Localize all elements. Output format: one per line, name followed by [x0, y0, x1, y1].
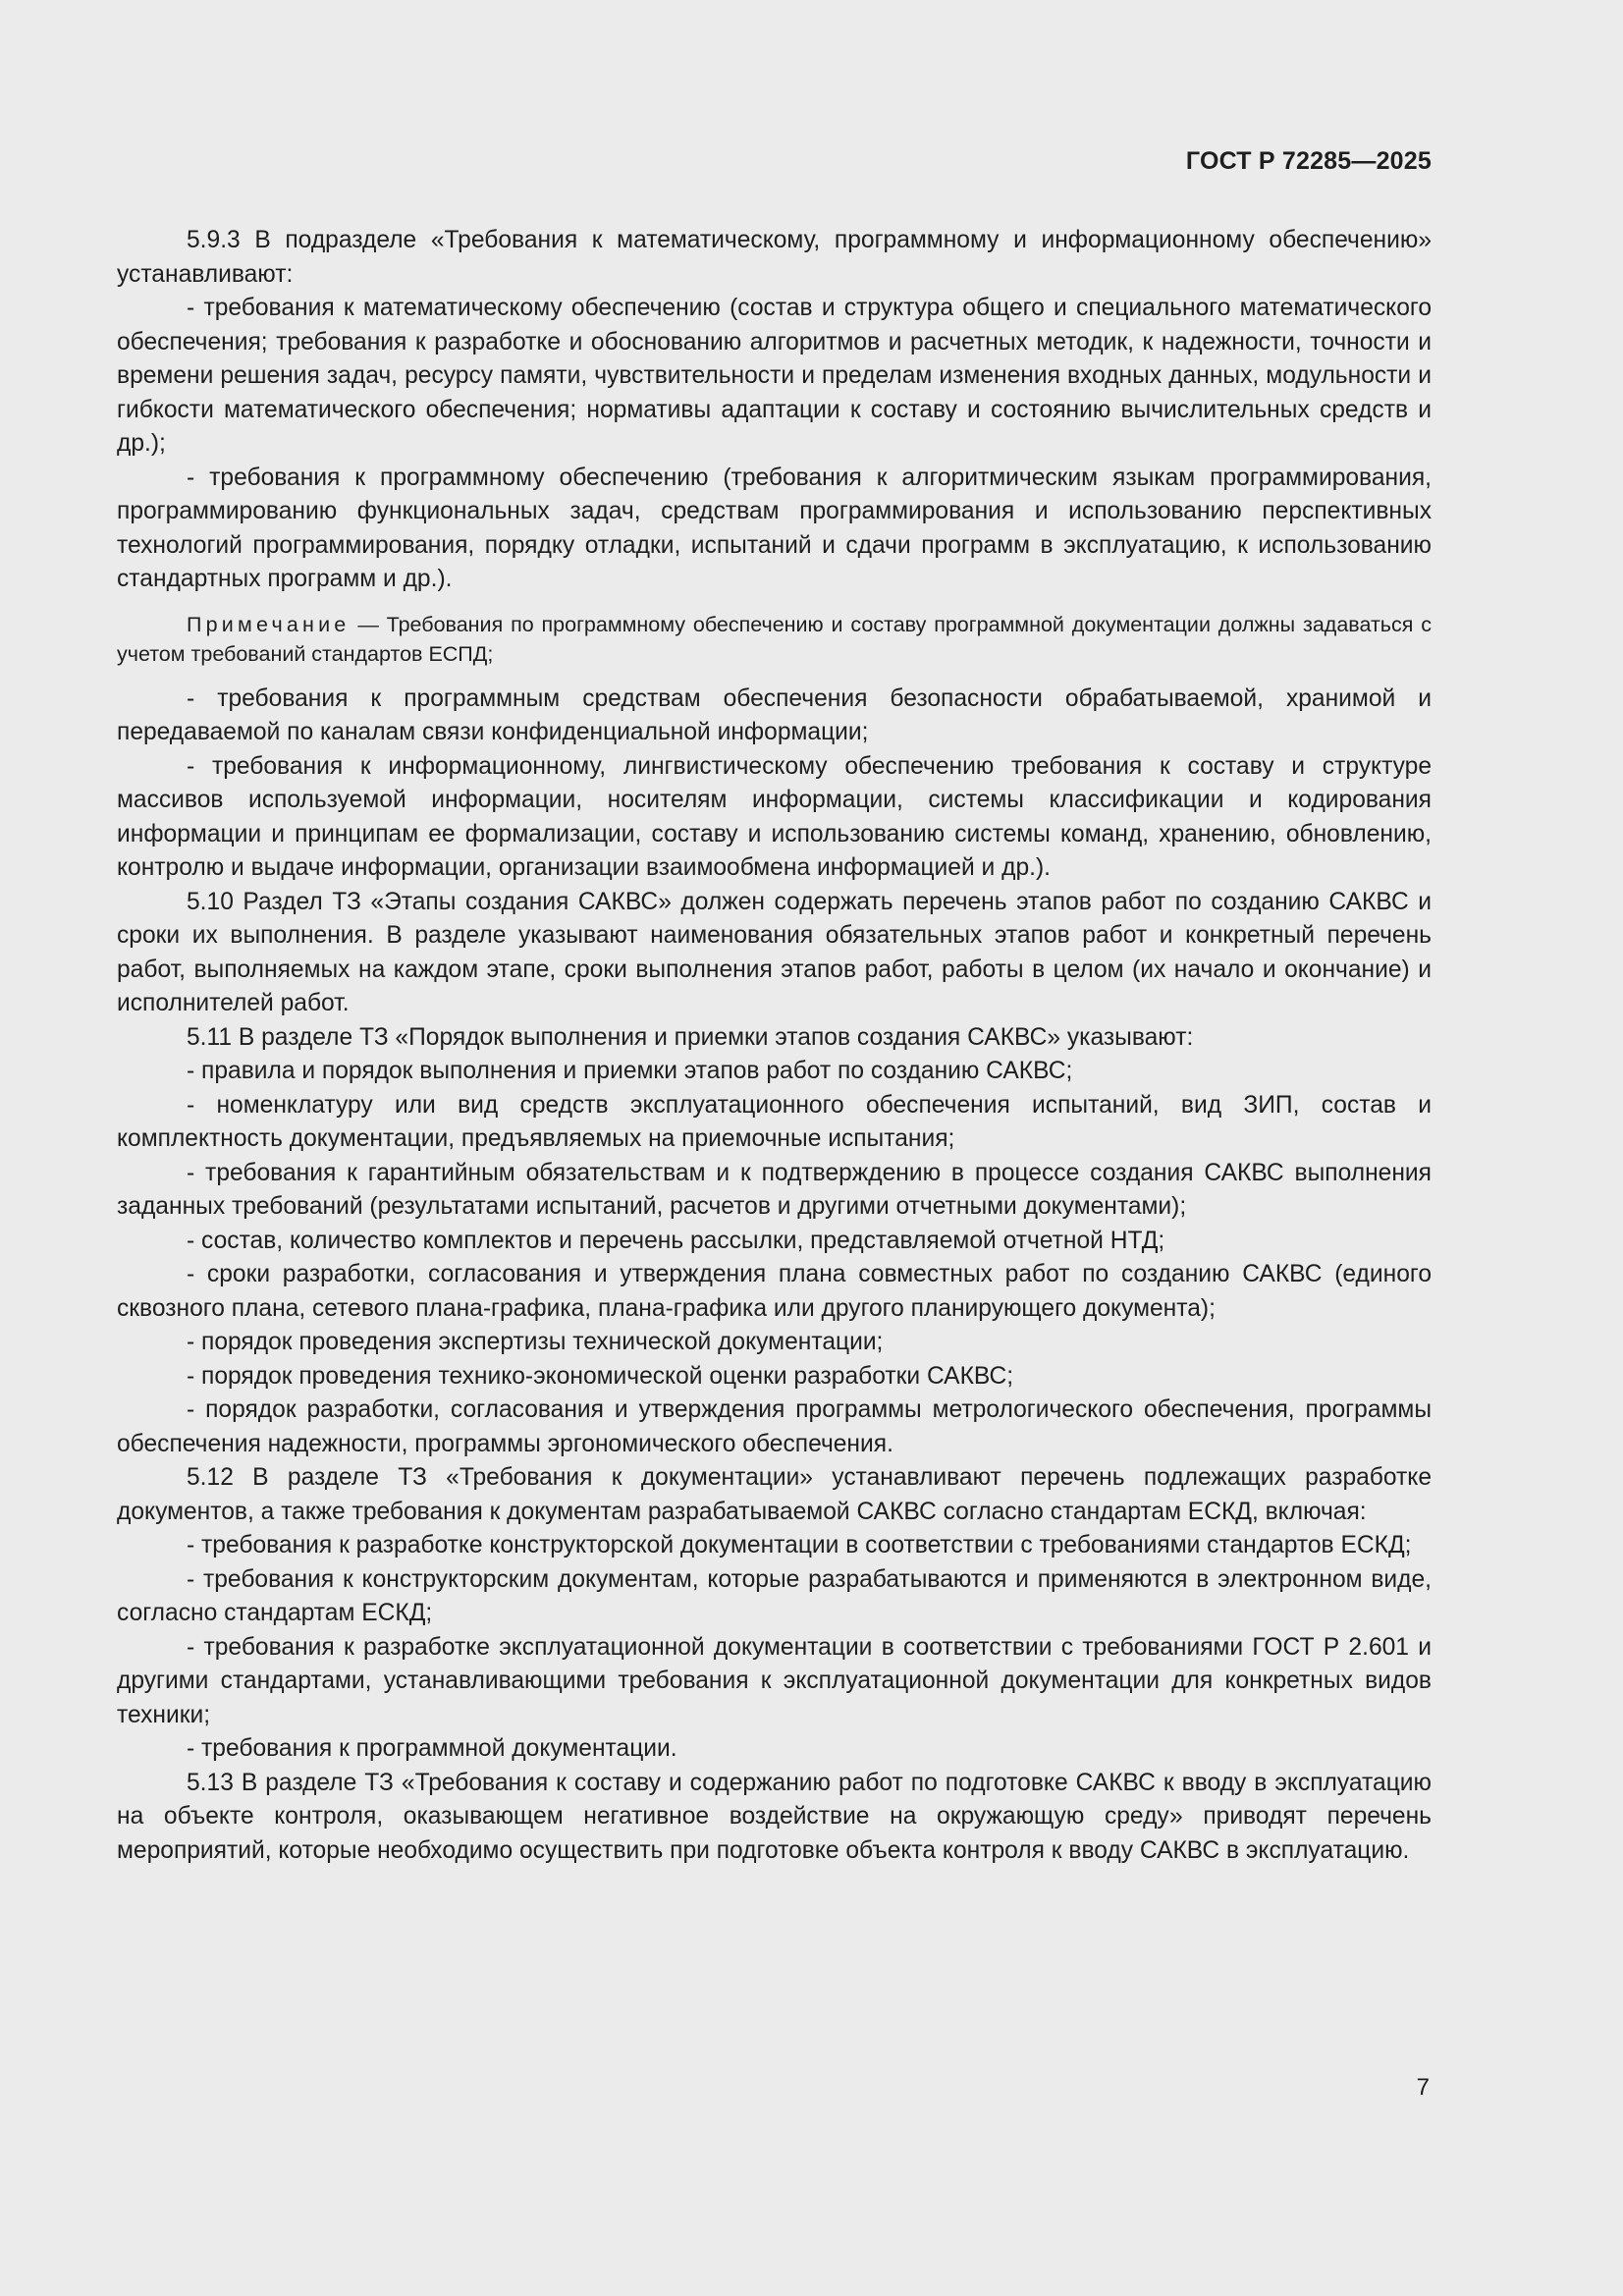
paragraph: - требования к информационному, лингвистическому обеспечению требования к составу и структуре массивов используемой информации, носителям информации, системы классификации и кодирования информации и принципам ее формализации, составу и использованию системы команд, хранению, обновлению, контролю и выдаче информации, организации взаимообмена информацией и др.). [117, 752, 1432, 881]
paragraph: - требования к гарантийным обязательствам и к подтверждению в процессе создания САКВС выполнения заданных требований (результатами испытаний, расчетов и другими отчетными документами); [117, 1159, 1432, 1220]
paragraph: - требования к разработке эксплуатационной документации в соответствии с требованиями ГОСТ Р 2.601 и другими стандартами, устанавливающими требования к эксплуатационной документации для конкретных видов техники; [117, 1633, 1432, 1728]
paragraph: - порядок проведения технико-экономической оценки разработки САКВС; [187, 1362, 1014, 1390]
paragraph: - требования к конструкторским документам, которые разрабатываются и применяются в электронном виде, согласно стандартам ЕСКД; [117, 1565, 1432, 1626]
paragraph: - требования к программной документации. [187, 1735, 677, 1762]
paragraph: - порядок проведения экспертизы технической документации; [187, 1329, 884, 1355]
paragraph: - требования к разработке конструкторской документации в соответствии с требованиями стандартов ЕСКД; [187, 1532, 1412, 1558]
document-number: ГОСТ Р 72285—2025 [1185, 147, 1432, 175]
paragraph: - сроки разработки, согласования и утверждения плана совместных работ по созданию САКВС (единого сквозного плана, сетевого плана-графика, плана-графика или другого планирующего документа); [117, 1261, 1432, 1322]
paragraph: 5.13 В разделе ТЗ «Требования к составу и содержанию работ по подготовке САКВС к вводу в эксплуатацию на объекте контроля, оказывающем негативное воздействие на окружающую среду» приводят перечень мероприятий, которые необходимо осуществить при подготовке объекта контроля к вводу САКВС в эксплуатацию. [117, 1769, 1432, 1864]
paragraph: - правила и порядок выполнения и приемки этапов работ по созданию САКВС; [187, 1058, 1073, 1084]
paragraph: 5.10 Раздел ТЗ «Этапы создания САКВС» должен содержать перечень этапов работ по созданию САКВС и сроки их выполнения. В разделе указывают наименования обязательных этапов работ и конкретный перечень работ, выполняемых на каждом этапе, сроки выполнения этапов работ, работы в целом (их начало и окончание) и исполнителей работ. [117, 888, 1432, 1016]
paragraph: - требования к программному обеспечению (требования к алгоритмическим языкам программирования, программированию функциональных задач, средствам программирования и использованию перспективных технологий программирования, порядку отладки, испытаний и сдачи программ в эксплуатацию, к использованию стандартных программ и др.). [117, 464, 1432, 592]
paragraph: 5.12 В разделе ТЗ «Требования к документации» устанавливают перечень подлежащих разработке документов, а также требования к документам разрабатываемой САКВС согласно стандартам ЕСКД, включая: [117, 1464, 1432, 1525]
note [117, 610, 1432, 669]
note-text: — Требования по программному обеспечению и составу программной документации должны задаваться с учетом требований стандартов ЕСПД; [117, 612, 1432, 666]
paragraph: 5.11 В разделе ТЗ «Порядок выполнения и приемки этапов создания САКВС» указывают: [187, 1023, 1194, 1051]
paragraph: - требования к математическому обеспечению (состав и структура общего и специального математического обеспечения; требования к разработке и обоснованию алгоритмов и расчетных методик, к надежности, точности и времени решения задач, ресурсу памяти, чувствительности и пределам изменения входных данных, модульности и гибкости математического обеспечения; нормативы адаптации к составу и состоянию вычислительных средств и др.); [117, 295, 1432, 457]
paragraph: - требования к программным средствам обеспечения безопасности обрабатываемой, хранимой и передаваемой по каналам связи конфиденциальной информации; [117, 684, 1432, 745]
paragraph: - порядок разработки, согласования и утверждения программы метрологического обеспечения, программы обеспечения надежности, программы эргономического обеспечения. [117, 1396, 1432, 1457]
note-label: Примечание [187, 612, 351, 636]
paragraph: - номенклатуру или вид средств эксплуатационного обеспечения испытаний, вид ЗИП, состав и комплектность документации, предъявляемых на приемочные испытания; [117, 1091, 1432, 1152]
page-number: 7 [1416, 2074, 1430, 2101]
body-text [117, 224, 1432, 1868]
paragraph: - состав, количество комплектов и перечень рассылки, представляемой отчетной НТД; [187, 1227, 1165, 1254]
paragraph: 5.9.3 В подразделе «Требования к математическому, программному и информационному обеспечению» устанавливают: [117, 227, 1432, 288]
